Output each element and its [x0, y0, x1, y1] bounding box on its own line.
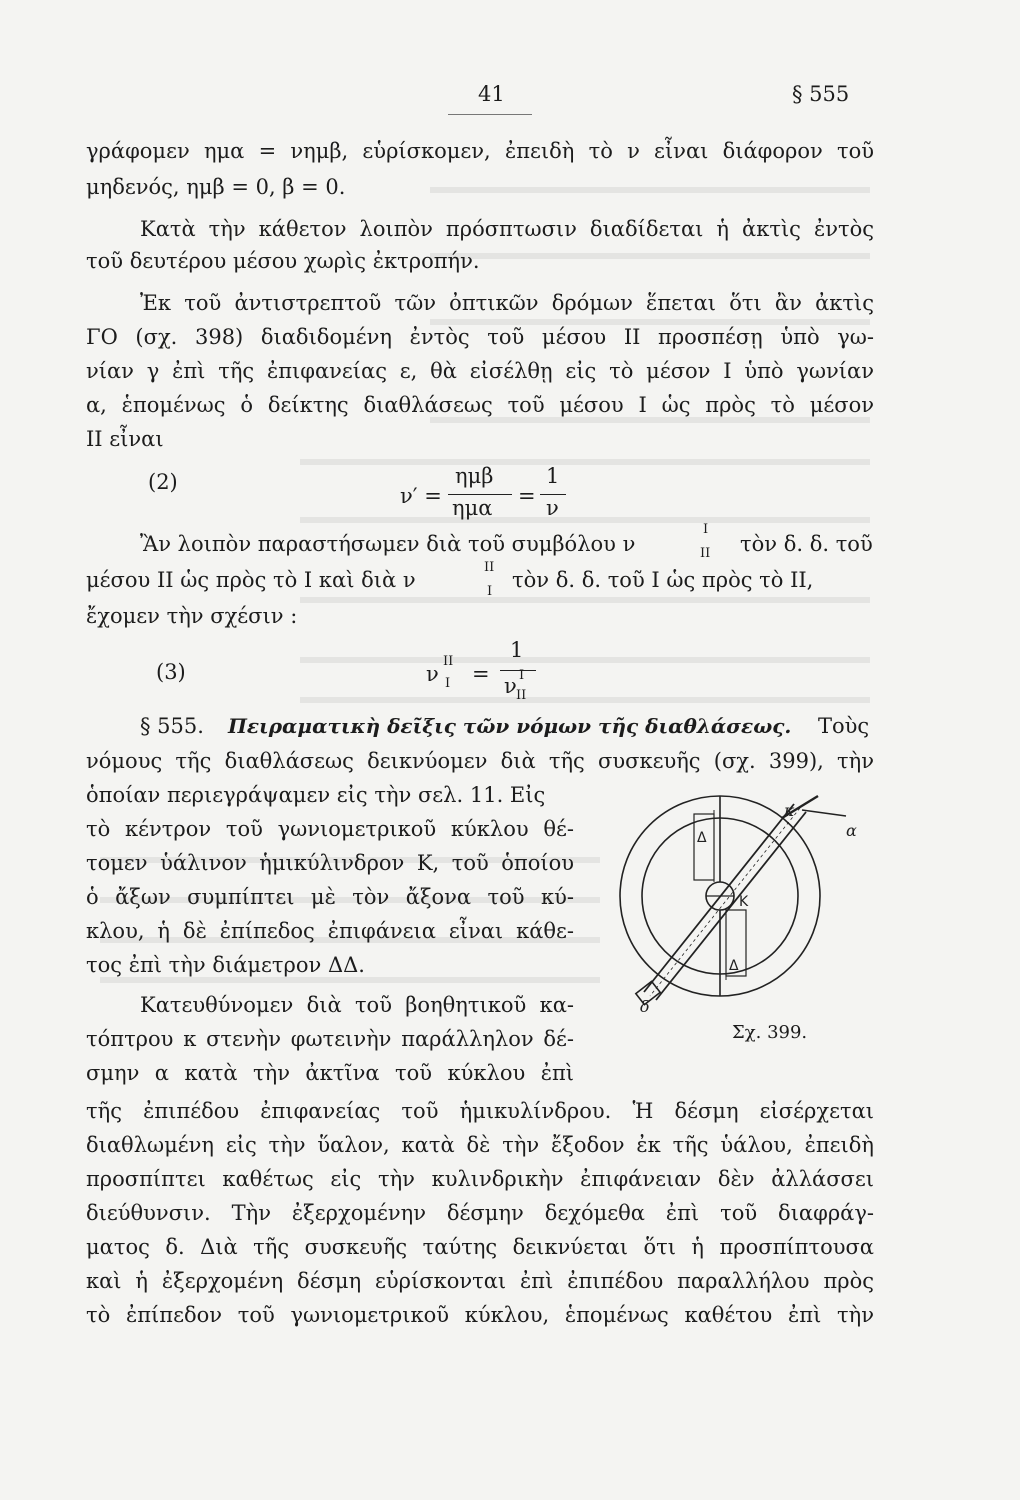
header-rule: [448, 114, 532, 115]
section-title: Πειραματικὴ δεῖξις τῶν νόμων τῆς διαθλάσεως.: [228, 714, 792, 738]
section-header: § 555: [792, 82, 850, 106]
fraction-denominator: ν: [504, 674, 517, 698]
text-line: ὁ ἄξων συμπίπτει μὲ τὸν ἄξονα τοῦ κύ-: [86, 885, 574, 909]
superscript: ΙΙ: [484, 560, 495, 575]
incoming-beam: [802, 810, 846, 816]
figure-label: Κ: [739, 894, 749, 910]
figure-caption: Σχ. 399.: [732, 1022, 808, 1043]
text-line: νόμους τῆς διαθλάσεως δεικνύομεν διὰ τῆς συσκευῆς (σχ. 399), τὴν: [86, 749, 874, 773]
equals-sign: =: [518, 484, 536, 508]
superscript: Ι: [519, 668, 525, 683]
figure-label: α: [846, 821, 857, 840]
text-segment: ἔχομεν τὴν σχέσιν :: [86, 604, 298, 628]
text-line: τοῦ δευτέρου μέσου χωρὶς ἐκτροπήν.: [86, 249, 480, 273]
text-line: ΙΙ εἶναι: [86, 427, 164, 451]
text-segment: Τοὺς: [818, 714, 870, 738]
figure-399: [596, 790, 886, 1020]
figure-label: δ: [640, 997, 650, 1016]
text-line: τὸ ἐπίπεδον τοῦ γωνιομετρικοῦ κύκλου, ἑπομένως καθέτου ἐπὶ τὴν: [86, 1303, 874, 1327]
equation-number: (2): [148, 470, 178, 494]
text-line: μηδενός, ημβ = 0, β = 0.: [86, 175, 346, 199]
superscript: ΙΙ: [443, 654, 454, 669]
text-line: Κατευθύνομεν διὰ τοῦ βοηθητικοῦ κα-: [140, 993, 574, 1017]
text-segment: τὸν δ. δ. τοῦ: [740, 532, 873, 556]
text-line: ματος δ. Διὰ τῆς συσκευῆς ταύτης δεικνύεται ὅτι ἡ προσπίπτουσα: [86, 1235, 874, 1259]
light-beam-edge: [644, 804, 794, 992]
text-line: διεύθυνσιν. Τὴν ἐξερχομένην δέσμην δεχόμεθα ἐπὶ τοῦ διαφράγ-: [86, 1201, 874, 1225]
text-segment: μέσου ΙΙ ὡς πρὸς τὸ Ι καὶ διὰ ν: [86, 568, 416, 592]
fraction-numerator: 1: [546, 464, 560, 488]
equation-lhs: ν: [426, 662, 439, 686]
text-line: α, ἑπομένως ὁ δείκτης διαθλάσεως τοῦ μέσου Ι ὡς πρὸς τὸ μέσον: [86, 393, 874, 417]
text-line: Ἐκ τοῦ ἀντιστρεπτοῦ τῶν ὀπτικῶν δρόμων ἕπεται ὅτι ἂν ἀκτὶς: [140, 291, 874, 315]
subscript: ΙΙ: [516, 688, 527, 703]
page-number: 41: [478, 82, 505, 106]
text-line: κλου, ἡ δὲ ἐπίπεδος ἐπιφάνεια εἶναι κάθε-: [86, 919, 574, 943]
text-line: νίαν γ ἐπὶ τῆς ἐπιφανείας ε, θὰ εἰσέλθῃ εἰς τὸ μέσον Ι ὑπὸ γωνίαν: [86, 359, 874, 383]
text-line: σμην α κατὰ τὴν ἀκτῖνα τοῦ κύκλου ἐπὶ: [86, 1061, 574, 1085]
figure-label: κ: [784, 801, 795, 820]
superscript: Ι: [703, 522, 709, 537]
equation-number: (3): [156, 660, 186, 684]
fraction-bar: [540, 494, 566, 495]
text-line: ὁποίαν περιεγράψαμεν εἰς τὴν σελ. 11. Εἰς: [86, 783, 546, 807]
text-segment: τὸν δ. δ. τοῦ Ι ὡς πρὸς τὸ ΙΙ,: [512, 568, 814, 592]
text-line: τῆς ἐπιπέδου ἐπιφανείας τοῦ ἡμικυλίνδρου. Ἡ δέσμη εἰσέρχεται: [86, 1099, 874, 1123]
text-segment: Ἂν λοιπὸν παραστήσωμεν διὰ τοῦ συμβόλου ν: [140, 532, 636, 556]
figure-label: Δ: [729, 958, 739, 974]
text-line: τόπτρου κ στενὴν φωτεινὴν παράλληλον δέ-: [86, 1027, 574, 1051]
fraction-bar: [448, 494, 512, 495]
text-line: διαθλωμένη εἰς τὴν ὕαλον, κατὰ δὲ τὴν ἔξοδον ἐκ τῆς ὑάλου, ἐπειδὴ: [86, 1133, 874, 1157]
equals-sign: =: [472, 662, 490, 686]
text-line: προσπίπτει καθέτως εἰς τὴν κυλινδρικὴν ἐπιφάνειαν δὲν ἀλλάσσει: [86, 1167, 874, 1191]
text-line: καὶ ἡ ἐξερχομένη δέσμη εὑρίσκονται ἐπὶ ἐπιπέδου παραλλήλου πρὸς: [86, 1269, 874, 1293]
equation-lhs: ν′ =: [400, 484, 442, 508]
fraction-numerator: ημβ: [455, 464, 494, 488]
section-number: § 555.: [140, 714, 204, 738]
fraction-numerator: 1: [510, 638, 524, 662]
text-line: τος ἐπὶ τὴν διάμετρον ΔΔ.: [86, 953, 365, 977]
fraction-bar: [500, 670, 536, 671]
subscript: Ι: [487, 584, 493, 599]
diaphragm-plate: [694, 814, 714, 880]
subscript: Ι: [445, 676, 451, 691]
text-line: ΓΟ (σχ. 398) διαδιδομένη ἐντὸς τοῦ μέσου ΙΙ προσπέσῃ ὑπὸ γω-: [86, 325, 874, 349]
text-line: τομεν ὑάλινον ἡμικύλινδρον Κ, τοῦ ὁποίου: [86, 851, 574, 875]
text-line: γράφομεν ημα = νημβ, εὑρίσκομεν, ἐπειδὴ τὸ ν εἶναι διάφορον τοῦ: [86, 139, 874, 163]
text-line: Κατὰ τὴν κάθετον λοιπὸν πρόσπτωσιν διαδίδεται ἡ ἀκτὶς ἐντὸς: [140, 217, 874, 241]
text-line: τὸ κέντρον τοῦ γωνιομετρικοῦ κύκλου θέ-: [86, 817, 574, 841]
fraction-denominator: ν: [546, 496, 559, 520]
subscript: ΙΙ: [700, 546, 711, 561]
fraction-denominator: ημα: [452, 496, 493, 520]
figure-label: Δ: [697, 830, 707, 846]
